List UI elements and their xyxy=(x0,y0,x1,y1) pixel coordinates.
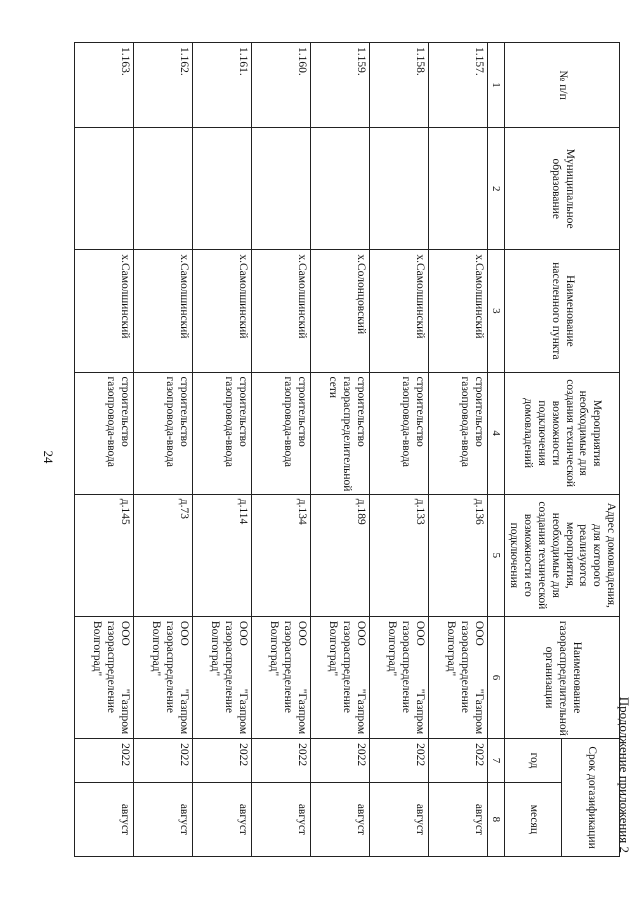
cell-address: д.133 xyxy=(369,494,428,616)
table-row xyxy=(310,43,369,857)
table-row xyxy=(251,43,310,857)
cell-org: ООО "Газпром газораспределение Волгоград" xyxy=(192,616,251,738)
cell-address: д.136 xyxy=(428,494,487,616)
table-row xyxy=(74,43,133,857)
cell-year: 2022 xyxy=(369,739,428,783)
page-number: 24 xyxy=(41,450,56,464)
table-row xyxy=(369,43,428,857)
cell-settlement: х.Самолшинский xyxy=(369,250,428,372)
cell-measure: строительство газопровода-ввода xyxy=(428,372,487,494)
cell-measure: строительство газораспределительной сети xyxy=(310,372,369,494)
header-settlement: Наименование населенного пункта xyxy=(504,250,619,372)
header-address: Адрес домовладения, для которого реализуются мероприятия, необходимые для создания технической возможности его подключения xyxy=(504,494,619,616)
header-num: № п/п xyxy=(504,43,619,128)
cell-municipality xyxy=(74,128,133,250)
cell-month: август xyxy=(192,782,251,856)
cell-settlement: х.Самолшинский xyxy=(74,250,133,372)
col-number: 1 xyxy=(487,43,504,128)
table-row xyxy=(133,43,192,857)
cell-num: 1.161. xyxy=(192,43,251,128)
col-number: 7 xyxy=(487,739,504,783)
col-number: 5 xyxy=(487,494,504,616)
cell-municipality xyxy=(192,128,251,250)
cell-month: август xyxy=(74,782,133,856)
header-distributor: Наименование газораспределительной организации xyxy=(504,616,619,738)
cell-measure: строительство газопровода-ввода xyxy=(251,372,310,494)
cell-month: август xyxy=(369,782,428,856)
header-deadline: Срок догазификации xyxy=(562,739,620,857)
cell-settlement: х.Самолшинский xyxy=(251,250,310,372)
cell-year: 2022 xyxy=(428,739,487,783)
cell-org: ООО "Газпром газораспределение Волгоград" xyxy=(133,616,192,738)
header-month: месяц xyxy=(504,782,562,856)
cell-num: 1.159. xyxy=(310,43,369,128)
cell-month: август xyxy=(133,782,192,856)
cell-org: ООО "Газпром газораспределение Волгоград" xyxy=(310,616,369,738)
cell-month: август xyxy=(310,782,369,856)
table-row xyxy=(428,43,487,857)
cell-num: 1.157. xyxy=(428,43,487,128)
cell-num: 1.158. xyxy=(369,43,428,128)
cell-municipality xyxy=(428,128,487,250)
cell-measure: строительство газопровода-ввода xyxy=(74,372,133,494)
cell-year: 2022 xyxy=(74,739,133,783)
cell-org: ООО "Газпром газораспределение Волгоград" xyxy=(369,616,428,738)
cell-address: д.145 xyxy=(74,494,133,616)
cell-year: 2022 xyxy=(251,739,310,783)
cell-year: 2022 xyxy=(310,739,369,783)
cell-municipality xyxy=(310,128,369,250)
col-number: 3 xyxy=(487,250,504,372)
cell-org: ООО "Газпром газораспределение Волгоград" xyxy=(428,616,487,738)
cell-org: ООО "Газпром газораспределение Волгоград" xyxy=(74,616,133,738)
cell-municipality xyxy=(251,128,310,250)
header-row xyxy=(562,43,620,857)
header-municipality: Муниципальное образование xyxy=(504,128,619,250)
cell-measure: строительство газопровода-ввода xyxy=(369,372,428,494)
cell-address: д.134 xyxy=(251,494,310,616)
cell-year: 2022 xyxy=(133,739,192,783)
cell-municipality xyxy=(369,128,428,250)
cell-address: д.114 xyxy=(192,494,251,616)
cell-num: 1.162. xyxy=(133,43,192,128)
cell-address: д.189 xyxy=(310,494,369,616)
column-number-row xyxy=(487,43,504,857)
cell-settlement: х.Солонцовский xyxy=(310,250,369,372)
continuation-label: Продолжение приложения 2 xyxy=(617,696,632,853)
header-measures: Мероприятия необходимые для создания технической возможности подключения домовладений xyxy=(504,372,619,494)
cell-measure: строительство газопровода-ввода xyxy=(133,372,192,494)
cell-settlement: х.Самолшинский xyxy=(192,250,251,372)
col-number: 4 xyxy=(487,372,504,494)
cell-num: 1.163. xyxy=(74,43,133,128)
col-number: 8 xyxy=(487,782,504,856)
col-number: 6 xyxy=(487,616,504,738)
cell-org: ООО "Газпром газораспределение Волгоград" xyxy=(251,616,310,738)
cell-settlement: х.Самолшинский xyxy=(428,250,487,372)
header-year: год xyxy=(504,739,562,783)
gasification-table xyxy=(74,42,620,857)
cell-num: 1.160. xyxy=(251,43,310,128)
cell-address: д.73 xyxy=(133,494,192,616)
cell-month: август xyxy=(251,782,310,856)
cell-municipality xyxy=(133,128,192,250)
table-row xyxy=(192,43,251,857)
cell-settlement: х.Самолшинский xyxy=(133,250,192,372)
cell-measure: строительство газопровода-ввода xyxy=(192,372,251,494)
cell-year: 2022 xyxy=(192,739,251,783)
col-number: 2 xyxy=(487,128,504,250)
cell-month: август xyxy=(428,782,487,856)
